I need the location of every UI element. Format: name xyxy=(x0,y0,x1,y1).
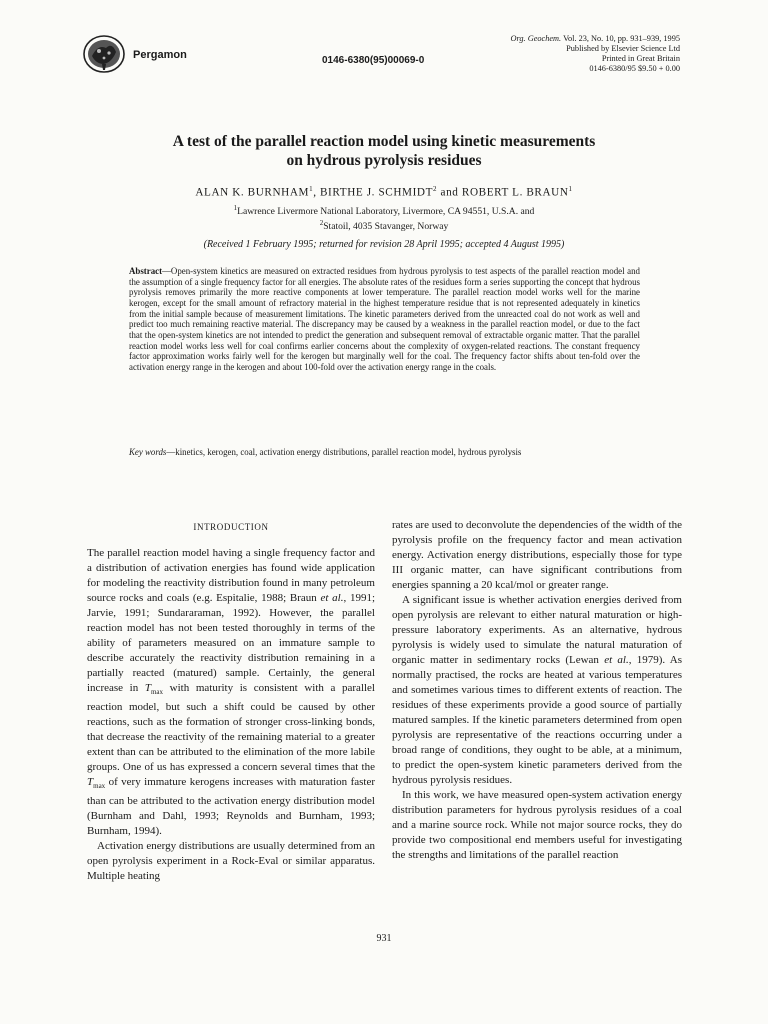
text-run: of very immature kerogens increases with maturation faster than can be attributed to the activation energy distribution model (Burnham and Dahl, 1993; Reynolds and Burnham, 1993; Burnham, 1994). xyxy=(87,775,375,838)
affiliation-2: Statoil, 4035 Stavanger, Norway xyxy=(323,220,449,232)
author-and: and xyxy=(440,186,459,199)
published-by: Published by Elsevier Science Ltd xyxy=(566,44,680,53)
abstract-text: —Open-system kinetics are measured on extracted residues from hydrous pyrolysis to test aspects of the parallel reaction model and the assumption of a single frequency factor for all energies. The absolute rates of the residues form a series supporting the concept that hydrous pyrolysis removes primarily the more reactive components at lower temperature. The parallel reaction model works well for the marine kerogen, except for the small amount of refractory material in the highest temperature residue that is not represented adequately in kinetics from the initial sample because of measurement limitations. The kinetic parameters derived from the unreacted coal do not work as well and predict too much remaining reactive material. The discrepancy may be caused by a weakness in the parallel reaction model, or due to the fact that the open-system kinetics are not intended to predict the generation and subsequent removal of extractable organic matter. That the parallel reaction model works less well for coal confirms earlier concerns about the complexity of oxygen-related reactions. The constant frequency factor approximation works fairly well for the kerogen but marginally well for the coal. The frequency factor shifts about ten-fold over the activation energy range in the kerogen and about 100-fold over the activation energy range in the coals. xyxy=(129,266,640,372)
keywords xyxy=(129,447,640,458)
author-1-sup: 1 xyxy=(309,185,314,193)
affil-2-sup: 2 xyxy=(319,218,324,227)
author-list: ALAN K. BURNHAM$^1$, BIRTHE J. SCHMIDT$^2$ and ROBERT L. BRAUN$^1$ xyxy=(195,185,573,199)
paper-title xyxy=(80,132,688,170)
et-al: et al. xyxy=(320,591,344,604)
tmax-symbol: T xyxy=(144,681,151,694)
tmax-subscript: max xyxy=(150,688,164,697)
author-3: ROBERT L. BRAUN xyxy=(461,186,569,199)
text-run: , 1979). As normally practised, the rocks are heated at various temperatures and sometimes various times to different extents of reaction. The residues of these experiments provide a good source of partially matured samples. If the kinetic parameters determined from open pyrolysis are representative of the reactions occurring under a broad range of conditions, they ought to be able, at a minimum, to predict the open-system kinetic parameters derived from the hydrous pyrolysis residues. xyxy=(392,653,683,786)
author-3-sup: 1 xyxy=(568,185,573,193)
doi-code: 0146-6380(95)00069-0 xyxy=(322,55,425,66)
text-run: The parallel reaction model having a single frequency factor and a distribution of activation energies has found wide application for modeling the reactivity distribution found in many petroleum source rocks and coals (e.g. Espitalie, 1988; Braun xyxy=(87,547,375,604)
text-run: A significant issue is whether activation energies derived from open pyrolysis are relevant to either natural maturation or high-pressure laboratory experiments. As an alternative, hydrous pyrolysis is widely used to simulate the natural maturation of organic matter in sedimentary rocks (Lewan xyxy=(392,593,682,666)
abstract-label: Abstract xyxy=(129,266,163,276)
abstract xyxy=(129,266,640,373)
tmax-subscript: max xyxy=(93,782,106,791)
author-1: ALAN K. BURNHAM xyxy=(195,186,310,199)
journal-name: Org. Geochem. xyxy=(510,34,562,43)
volume-info: Vol. 23, No. 10, pp. 931–939, 1995 xyxy=(563,34,680,43)
page-number: 931 xyxy=(376,933,392,944)
title-line-2: on hydrous pyrolysis residues xyxy=(286,152,482,169)
author-2-sup: 2 xyxy=(433,185,438,193)
keywords-label: Key words xyxy=(129,447,167,457)
paragraph: rates are used to deconvolute the dependencies of the width of the pyrolysis profile on the frequency factor and mean activation energy. Activation energy distributions, especially those for type III organic matter, can have significant contributions from energies spanning a 20 kcal/mol or greater range. xyxy=(392,519,682,591)
paragraph: Activation energy distributions are usually determined from an open pyrolysis experiment in a Rock-Eval or similar apparatus. Multiple heating xyxy=(87,840,375,883)
title-line-1: A test of the parallel reaction model using kinetic measurements xyxy=(172,133,596,150)
affiliations xyxy=(80,203,688,232)
citation-block xyxy=(380,34,680,74)
section-heading-introduction: INTRODUCTION xyxy=(193,522,269,532)
elsevier-tree-logo-icon xyxy=(82,34,126,74)
publisher-name: Pergamon xyxy=(133,49,187,61)
paragraph xyxy=(87,546,375,839)
price-code: 0146-6380/95 $9.50 + 0.00 xyxy=(589,64,680,73)
printed-in: Printed in Great Britain xyxy=(601,54,680,63)
text-run: with maturity is consistent with a parallel reaction model, but such a shift could be caused by other reactions, such as the formation of stronger cross-linking bonds, that decrease the reactivity of the remaining material to a greater extent than can be attributed to the elimination of the more labile groups. One of us has expressed a concern several times that the xyxy=(87,681,375,773)
paragraph xyxy=(392,593,682,788)
received-dates: (Received 1 February 1995; returned for revision 28 April 1995; accepted 4 August 1995) xyxy=(203,239,565,250)
author-2: BIRTHE J. SCHMIDT xyxy=(319,186,434,199)
keywords-text: —kinetics, kerogen, coal, activation energy distributions, parallel reaction model, hydrous pyrolysis xyxy=(166,447,522,457)
paragraph: In this work, we have measured open-system activation energy distribution parameters for hydrous pyrolysis residues of a coal and a marine source rock. While not major source rocks, they do provide two compositional end members useful for investigating the strengths and limitations of the parallel reaction xyxy=(392,788,682,861)
body-column-right xyxy=(392,518,682,863)
affil-1-sup: 1 xyxy=(233,204,238,212)
body-column-left xyxy=(87,546,375,884)
et-al: et al. xyxy=(604,653,629,666)
text-run: , 1991; Jarvie, 1991; Sundararaman, 1992). However, the parallel reaction model has not been tested thoroughly in terms of the ability of parameters measured on an immature sample to describe accurately the reactivity distribution remaining in a partially reacted (matured) sample. Certainly, the general increase in xyxy=(87,591,375,694)
affiliation-1: Lawrence Livermore National Laboratory, Livermore, CA 94551, U.S.A. and xyxy=(237,206,535,218)
tmax-symbol: T xyxy=(87,775,94,788)
